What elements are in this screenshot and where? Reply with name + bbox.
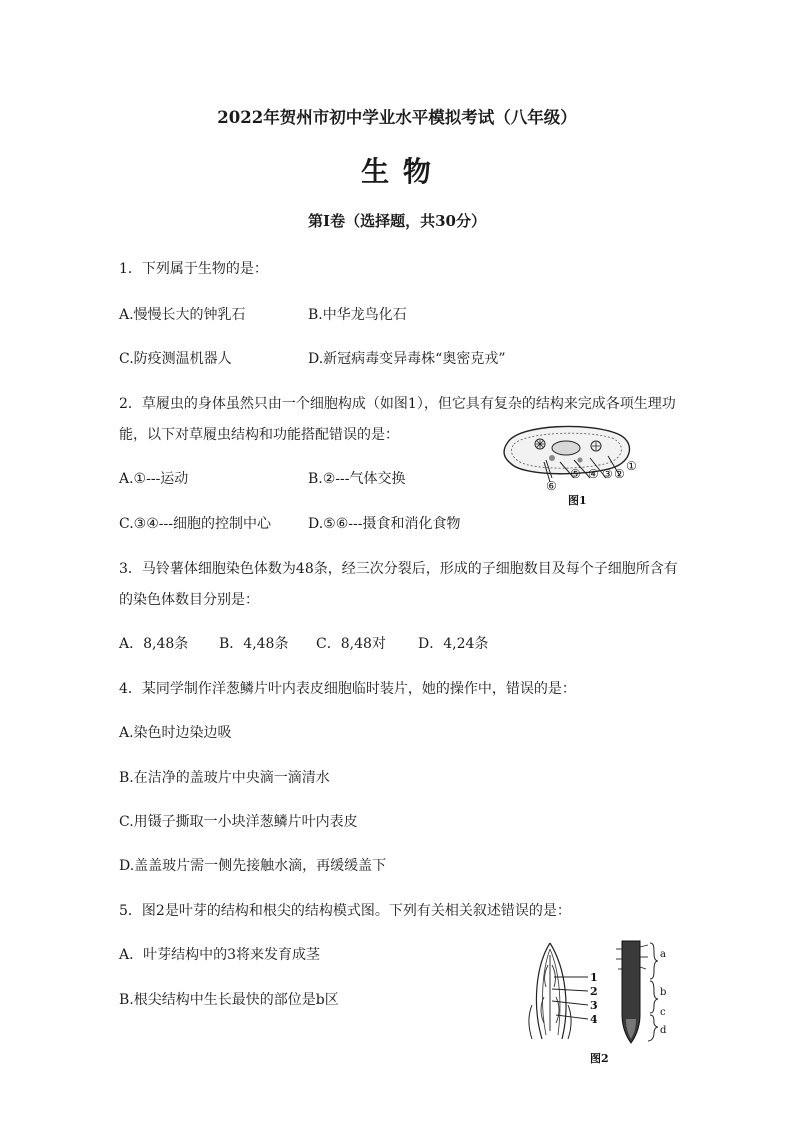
question-5-option-a: A．叶芽结构中的3将来发育成茎 [119,947,321,963]
question-2-option-c: C.③④---细胞的控制中心 [119,516,271,532]
figure-2-root-label-a: a [660,949,666,960]
figure-1-label-1: ① [626,459,637,473]
figure-1-label-6: ⑥ [546,479,557,493]
figure-1-paramecium-diagram [500,420,640,510]
figure-2-bud-label-2: 2 [590,985,598,998]
question-4-option-d: D.盖盖玻片需一侧先接触水滴，再缓缓盖下 [119,858,387,874]
figure-2-root-label-d: d [660,1025,667,1036]
question-2-option-b: B.②---气体交换 [308,471,406,487]
question-5-option-b: B.根尖结构中生长最快的部位是b区 [119,992,339,1008]
exam-title: 2022年贺州市初中学业水平模拟考试（八年级） [217,108,577,127]
question-3-option-c: C．8,48对 [316,636,386,652]
question-2-stem-line1: 2．草履虫的身体虽然只由一个细胞构成（如图1），但它具有复杂的结构来完成各项生理功 [119,396,676,412]
question-3-option-a: A．8,48条 [119,636,189,652]
leaf-bud-drawing [529,943,588,1039]
question-1-stem: 1．下列属于生物的是： [119,261,268,277]
question-2-option-a: A.①---运动 [119,471,189,487]
figure-1-label-3: ③ [602,467,613,481]
question-3-stem-line1: 3．马铃薯体细胞染色体数为48条，经三次分裂后，形成的子细胞数目及每个子细胞所含有 [119,561,678,577]
figure-1-caption: 图1 [568,494,587,507]
question-4-option-a: A.染色时边染边吸 [119,725,232,741]
figure-2-caption: 图2 [590,1052,609,1065]
question-4-stem: 4．某同学制作洋葱鳞片叶内表皮细胞临时装片，她的操作中，错误的是： [119,681,576,697]
figure-2-bud-label-3: 3 [590,999,598,1012]
question-2-stem-line2: 能，以下对草履虫结构和功能搭配错误的是： [119,427,399,443]
question-3-stem-line2: 的染色体数目分别是： [119,592,259,608]
question-1-option-a: A.慢慢长大的钟乳石 [119,307,246,323]
question-4-option-c: C.用镊子撕取一小块洋葱鳞片叶内表皮 [119,814,358,830]
question-2-option-d: D.⑤⑥---摄食和消化食物 [308,516,461,532]
question-1-option-c: C.防疫测温机器人 [119,351,232,367]
figure-1-label-4: ④ [588,467,599,481]
question-3-option-d: D．4,24条 [418,636,489,652]
question-5-stem: 5．图2是叶芽的结构和根尖的结构模式图。下列有关相关叙述错误的是： [119,903,571,919]
question-4-option-b: B.在洁净的盖玻片中央滴一滴清水 [119,770,330,786]
figure-2-bud-label-1: 1 [590,971,598,984]
figure-1-label-2: ② [614,467,625,481]
subject-title: 生 物 [361,155,433,188]
figure-2-bud-label-4: 4 [590,1013,598,1026]
question-1-option-d: D.新冠病毒变异毒株“奥密克戎” [308,351,506,367]
section-title: 第Ⅰ卷（选择题，共30分） [308,212,486,230]
figure-2-root-label-b: b [660,987,667,998]
question-1-option-b: B.中华龙鸟化石 [308,307,407,323]
figure-2-bud-root-diagram [522,935,672,1070]
figure-2-root-label-c: c [660,1007,666,1018]
question-3-option-b: B．4,48条 [219,636,289,652]
root-tip-drawing [616,941,658,1043]
figure-1-label-5: ⑤ [570,467,581,481]
